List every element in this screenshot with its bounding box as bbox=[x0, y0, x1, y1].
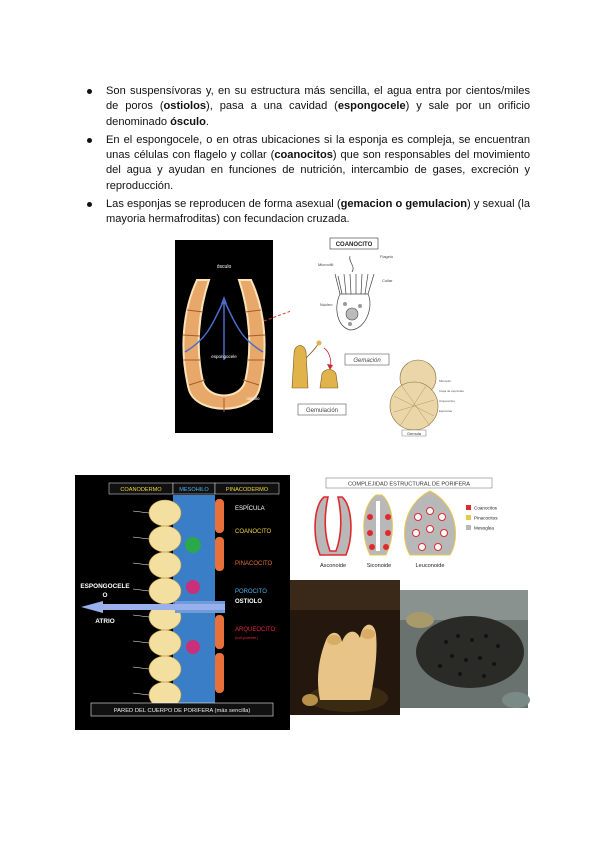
bullet-dot bbox=[87, 202, 92, 207]
bullet-dot bbox=[87, 138, 92, 143]
bullet-dot bbox=[87, 89, 92, 94]
porocito-label: POROCITO bbox=[235, 589, 267, 595]
espicula-label: ESPÍCULA bbox=[235, 506, 265, 512]
ostiolo-label: ostiolo bbox=[246, 396, 260, 401]
coanocito-gemacion-figure bbox=[290, 236, 464, 436]
osculum-label: ósculo bbox=[216, 264, 232, 270]
gemula-caption: Gemula bbox=[406, 431, 422, 436]
gemulacion-label: Gemulación bbox=[305, 408, 339, 414]
pinacodermo-header: PINACODERMO bbox=[225, 487, 269, 493]
flagelo-label: Flagelo bbox=[380, 254, 394, 259]
wall-caption: PARED DEL CUERPO DE PORIFERA (más sencilla) bbox=[113, 708, 251, 714]
espongocele-label: espongocele bbox=[211, 354, 237, 359]
microvilli-label: Microvilli bbox=[318, 262, 334, 267]
bullet-item-1: Son suspensívoras y, en su estructura más sencilla, el agua entra por cientos/miles de poros (ostiolos), pasa a una cavidad (espongocele) y sale por un orificio denominado ósculo. bbox=[84, 84, 530, 130]
coanocito-title: COANOCITO bbox=[335, 242, 373, 248]
sponge-body-diagram bbox=[175, 240, 273, 433]
legend-coanocitos: Coanocitos bbox=[474, 505, 497, 511]
arqueocito-label: ARQUEOCITO bbox=[235, 627, 276, 633]
collar-label: Collar bbox=[382, 278, 393, 283]
nucleo-label: Núcleo bbox=[320, 302, 333, 307]
atrio-label: ATRIO bbox=[95, 618, 115, 625]
micropilo-label: Micropilo bbox=[439, 379, 452, 383]
complexity-diagram bbox=[290, 475, 528, 577]
coanodermo-header: COANODERMO bbox=[120, 487, 162, 493]
asconoide-label: Asconoide bbox=[319, 563, 347, 569]
siconoide-label: Siconoide bbox=[366, 563, 392, 569]
legend-swatch-coanocitos bbox=[466, 505, 471, 510]
totipotente-label: (toti-potente) bbox=[235, 635, 258, 640]
mesohilo-header: MESOHILO bbox=[179, 487, 209, 493]
legend-pinacocitos: Pinacocitos bbox=[474, 515, 498, 521]
espongocele-wall-label: ESPONGOCELE bbox=[80, 583, 130, 590]
coanocito-label: COANOCITO bbox=[235, 529, 272, 535]
legend-swatch-pinacocitos bbox=[466, 515, 471, 520]
complexity-title: COMPLEJIDAD ESTRUCTURAL DE PORIFERA bbox=[348, 481, 470, 488]
bullet-item-2: En el espongocele, o en otras ubicaciones si la esponja es compleja, se encuentran unas células con flagelo y collar (coanocitos) que son responsables del movimiento del agua y ayudan en funciones de nutrición, intercambio de gases, excreción y reproducción. bbox=[84, 133, 530, 194]
leuconoide-label: Leuconoide bbox=[415, 563, 445, 569]
pinacocito-label: PINACOCITO bbox=[235, 561, 273, 567]
legend-swatch-mesoglea bbox=[466, 525, 471, 530]
ostiolo-wall-label: OSTIOLO bbox=[235, 599, 262, 605]
o-label: O bbox=[102, 592, 108, 599]
espiculas-label: Espículas bbox=[439, 409, 453, 413]
capa-espiculas-label: Capa de espículas bbox=[439, 389, 464, 393]
gemacion-label: Gemación bbox=[353, 358, 381, 364]
sponge-photo-dark bbox=[400, 590, 528, 708]
body-wall-diagram bbox=[75, 475, 290, 730]
sponge-photo-yellow bbox=[290, 580, 400, 715]
bullet-item-3: Las esponjas se reproducen de forma asexual (gemacion o gemulacion) y sexual (la mayoria hermafroditas) con fecundacion cruzada. bbox=[84, 197, 530, 228]
legend-mesoglea: Mesoglea bbox=[474, 525, 494, 531]
bullet-list bbox=[84, 84, 530, 231]
arqueocitos-label: Arqueocitos bbox=[439, 399, 455, 403]
